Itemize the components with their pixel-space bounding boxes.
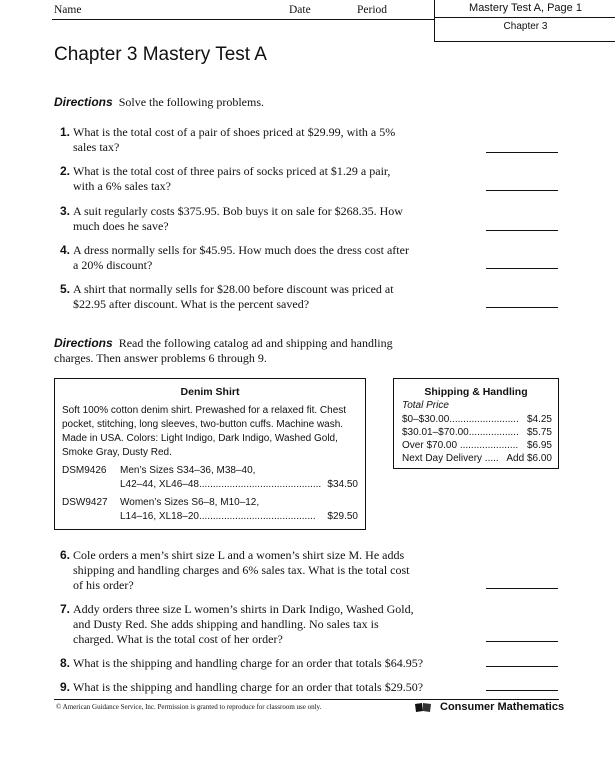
- item-sizes: Women’s Sizes S6–8, M10–12,: [120, 497, 260, 508]
- directions-2: [54, 336, 404, 366]
- item-price: $29.50: [327, 511, 358, 522]
- question-9: [60, 680, 480, 695]
- item-sizes-cont: L14–16, XL18–20..........................................: [120, 511, 316, 522]
- question-text: What is the shipping and handling charge for an order that totals $64.95?: [73, 656, 424, 670]
- page-title: Chapter 3 Mastery Test A: [54, 44, 267, 65]
- shipping-range: $0–$30.00.........................: [402, 414, 519, 425]
- book-icon: [414, 702, 432, 713]
- item-code: DSM9426: [62, 465, 107, 476]
- brand-name: Consumer Mathematics: [440, 701, 565, 713]
- item-code: DSW9427: [62, 497, 108, 508]
- item-sizes-cont: L42–44, XL46–48............................................: [120, 479, 322, 490]
- directions-text: Read the following catalog ad and shipping and handling charges. Then answer problems 6 through 9.: [54, 336, 393, 365]
- copyright-text: © American Guidance Service, Inc. Permission is granted to reproduce for classroom use only.: [56, 703, 322, 711]
- question-number: 3.: [60, 204, 71, 218]
- directions-1: [54, 95, 264, 110]
- question-text: What is the shipping and handling charge for an order that totals $29.50?: [73, 680, 424, 694]
- shipping-charge: Add $6.00: [506, 453, 552, 464]
- question-2: [60, 164, 410, 194]
- question-number: 7.: [60, 602, 71, 616]
- shipping-heading: Shipping & Handling: [424, 386, 528, 398]
- answer-line-2[interactable]: [486, 190, 558, 191]
- question-number: 9.: [60, 680, 71, 694]
- name-label: Name: [54, 4, 82, 16]
- question-number: 4.: [60, 243, 71, 257]
- shipping-range: Over $70.00 .....................: [402, 440, 519, 451]
- question-number: 6.: [60, 548, 71, 562]
- answer-line-6[interactable]: [486, 588, 558, 589]
- chapter-label: Chapter 3: [503, 21, 548, 32]
- question-1: [60, 125, 410, 155]
- catalog-heading: Denim Shirt: [180, 386, 240, 398]
- item-price: $34.50: [327, 479, 358, 490]
- box-divider: [435, 17, 615, 18]
- question-text: Addy orders three size L women’s shirts in Dark Indigo, Washed Gold, and Dusty Red. She adds shipping and handling. No sales tax is charged. What is the total cost of her order?: [73, 602, 414, 646]
- question-text: A suit regularly costs $375.95. Bob buys it on sale for $268.35. How much does he save?: [73, 204, 403, 233]
- question-8: [60, 656, 480, 671]
- answer-line-7[interactable]: [486, 641, 558, 642]
- question-number: 2.: [60, 164, 71, 178]
- shipping-range: $30.01–$70.00..................: [402, 427, 519, 438]
- question-text: Cole orders a men’s shirt size L and a women’s shirt size M. He adds shipping and handling charges and 6% sales tax. What is the total cost of his order?: [73, 548, 410, 592]
- question-text: A dress normally sells for $45.95. How much does the dress cost after a 20% discount?: [73, 243, 409, 272]
- catalog-ad: [54, 378, 366, 530]
- question-3: [60, 204, 410, 234]
- directions-label: Directions: [54, 336, 113, 350]
- question-5: [60, 282, 410, 312]
- answer-line-1[interactable]: [486, 152, 558, 153]
- catalog-description: Soft 100% cotton denim shirt. Prewashed for a relaxed fit. Chest pocket, stitching, long sleeves, two-button cuffs. Machine wash. Made in USA. Colors: Light Indigo, Dark Indigo, Washed Gold, Smoke Gray, Dusty Red.: [62, 405, 347, 458]
- shipping-range: Next Day Delivery .....: [402, 453, 499, 464]
- question-text: What is the total cost of a pair of shoes priced at $29.99, with a 5% sales tax?: [73, 125, 396, 154]
- directions-label: Directions: [54, 95, 113, 109]
- question-number: 8.: [60, 656, 71, 670]
- test-info-box: [434, 0, 615, 42]
- test-label: Mastery Test A, Page 1: [469, 2, 582, 14]
- question-text: What is the total cost of three pairs of socks priced at $1.29 a pair, with a 6% sales tax?: [73, 164, 391, 193]
- answer-line-3[interactable]: [486, 230, 558, 231]
- period-label: Period: [357, 4, 388, 16]
- answer-line-5[interactable]: [486, 307, 558, 308]
- date-label: Date: [289, 4, 311, 16]
- answer-line-8[interactable]: [486, 666, 558, 667]
- shipping-charge: $4.25: [526, 414, 552, 425]
- question-6: [60, 548, 415, 593]
- directions-text: Solve the following problems.: [118, 95, 265, 109]
- item-sizes: Men’s Sizes S34–36, M38–40,: [120, 465, 256, 476]
- shipping-box: [393, 378, 559, 469]
- question-text: A shirt that normally sells for $28.00 before discount was priced at $22.95 after discount. What is the percent saved?: [73, 282, 394, 311]
- answer-line-9[interactable]: [486, 690, 558, 691]
- shipping-charge: $5.75: [526, 427, 552, 438]
- question-4: [60, 243, 410, 273]
- answer-line-4[interactable]: [486, 268, 558, 269]
- footer-rule: [54, 699, 559, 700]
- header-rule: [52, 19, 435, 20]
- shipping-charge: $6.95: [526, 440, 552, 451]
- question-number: 1.: [60, 125, 71, 139]
- total-price-label: Total Price: [402, 400, 449, 411]
- question-number: 5.: [60, 282, 71, 296]
- question-7: [60, 602, 415, 647]
